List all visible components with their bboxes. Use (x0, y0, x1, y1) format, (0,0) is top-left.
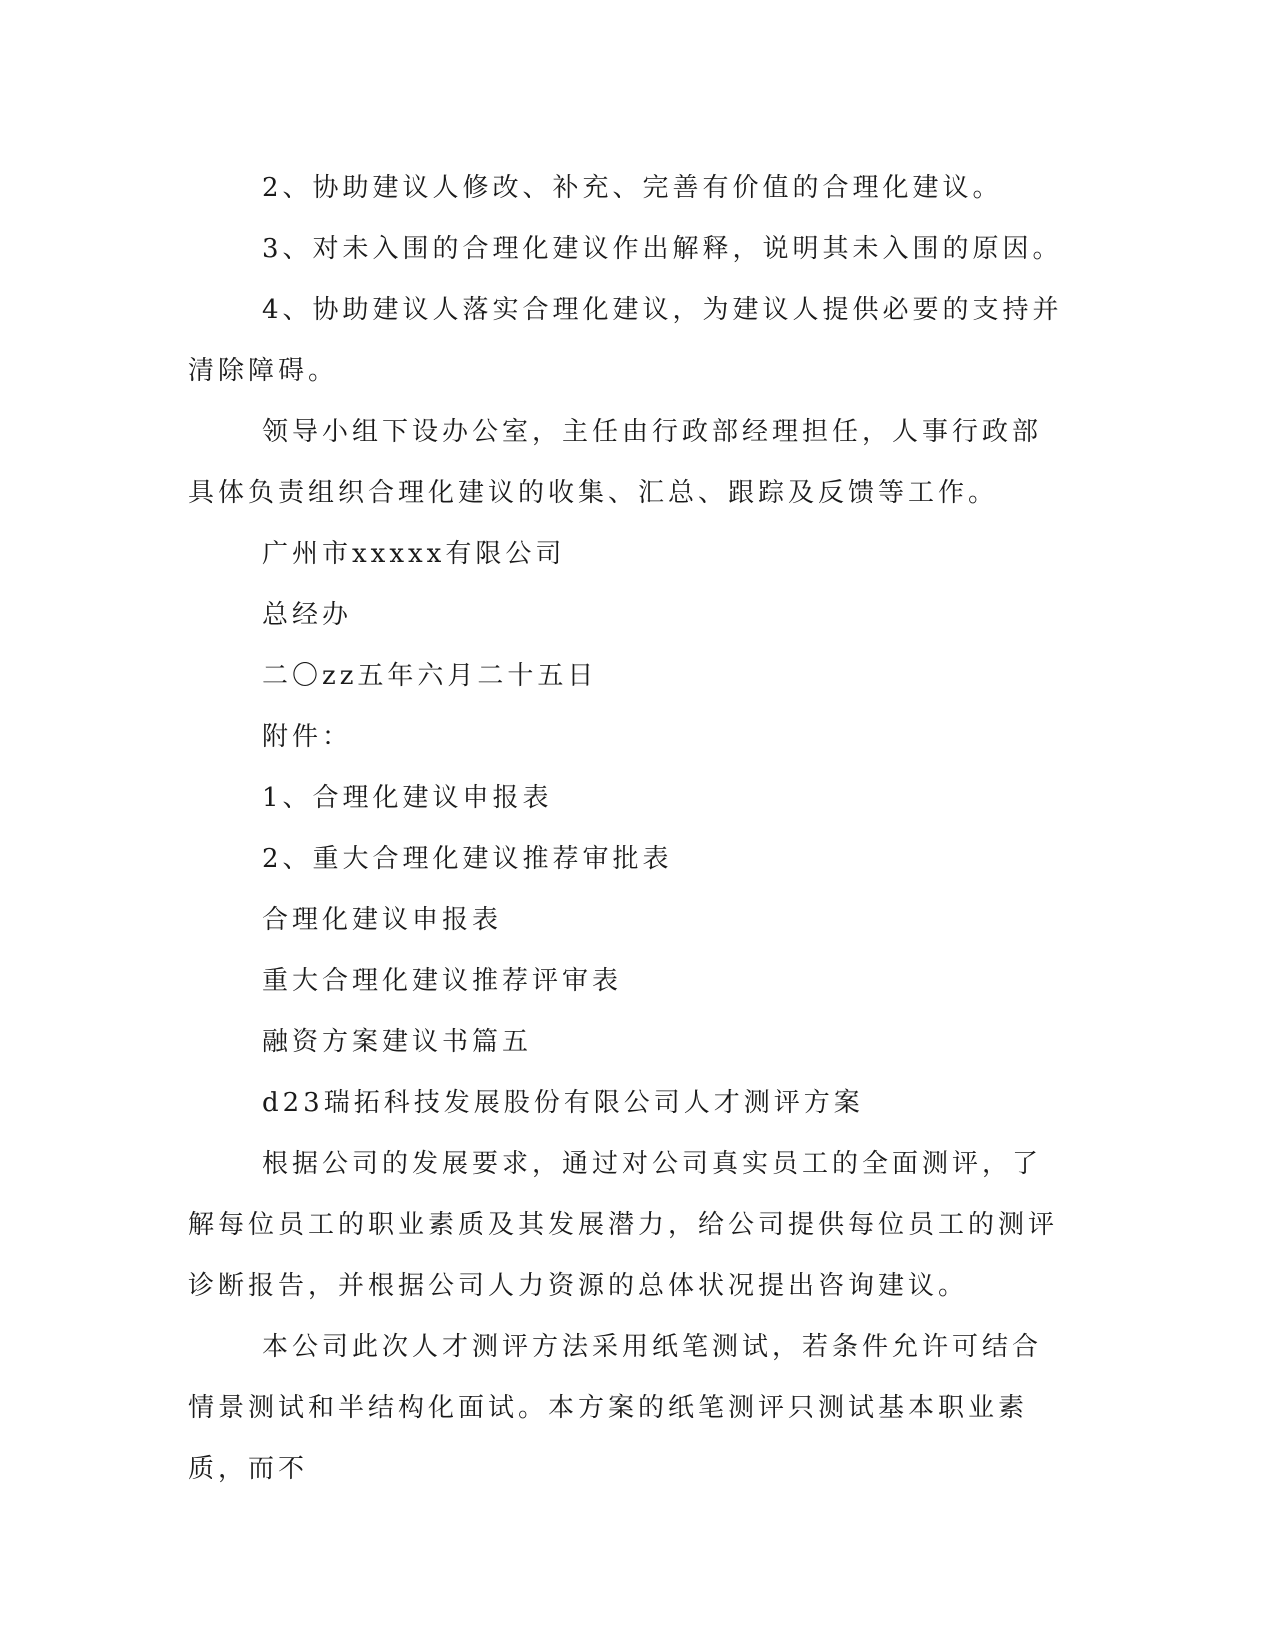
document-date: 二〇zz五年六月二十五日 (262, 661, 598, 691)
paragraph-purpose: 根据公司的发展要求，通过对公司真实员工的全面测评，了解每位员工的职业素质及其发展潜力，给公司提供每位员工的测评诊断报告，并根据公司人力资源的总体状况提出咨询建议。 (188, 1149, 1059, 1301)
attachment-item-1: 1、合理化建议申报表 (262, 783, 553, 813)
paragraph-item-4: 4、协助建议人落实合理化建议，为建议人提供必要的支持并清除障碍。 (188, 295, 1063, 386)
form-title-application: 合理化建议申报表 (262, 905, 503, 935)
company-name: 广州市xxxxx有限公司 (262, 539, 566, 569)
attachment-item-2: 2、重大合理化建议推荐审批表 (262, 844, 673, 874)
paragraph-item-2: 2、协助建议人修改、补充、完善有价值的合理化建议。 (262, 173, 1003, 203)
department-name: 总经办 (262, 600, 353, 630)
plan-title: d23瑞拓科技发展股份有限公司人才测评方案 (262, 1088, 864, 1118)
paragraph-method: 本公司此次人才测评方法采用纸笔测试，若条件允许可结合情景测试和半结构化面试。本方案的纸笔测评只测试基本职业素质，而不 (188, 1332, 1043, 1484)
document-body (188, 158, 1068, 1500)
paragraph-item-3: 3、对未入围的合理化建议作出解释，说明其未入围的原因。 (262, 234, 1063, 264)
paragraph-office-setup: 领导小组下设办公室，主任由行政部经理担任，人事行政部具体负责组织合理化建议的收集、汇总、跟踪及反馈等工作。 (188, 417, 1043, 508)
attachments-heading: 附件： (262, 722, 353, 752)
section-title: 融资方案建议书篇五 (262, 1027, 533, 1057)
form-title-review: 重大合理化建议推荐评审表 (262, 966, 623, 996)
